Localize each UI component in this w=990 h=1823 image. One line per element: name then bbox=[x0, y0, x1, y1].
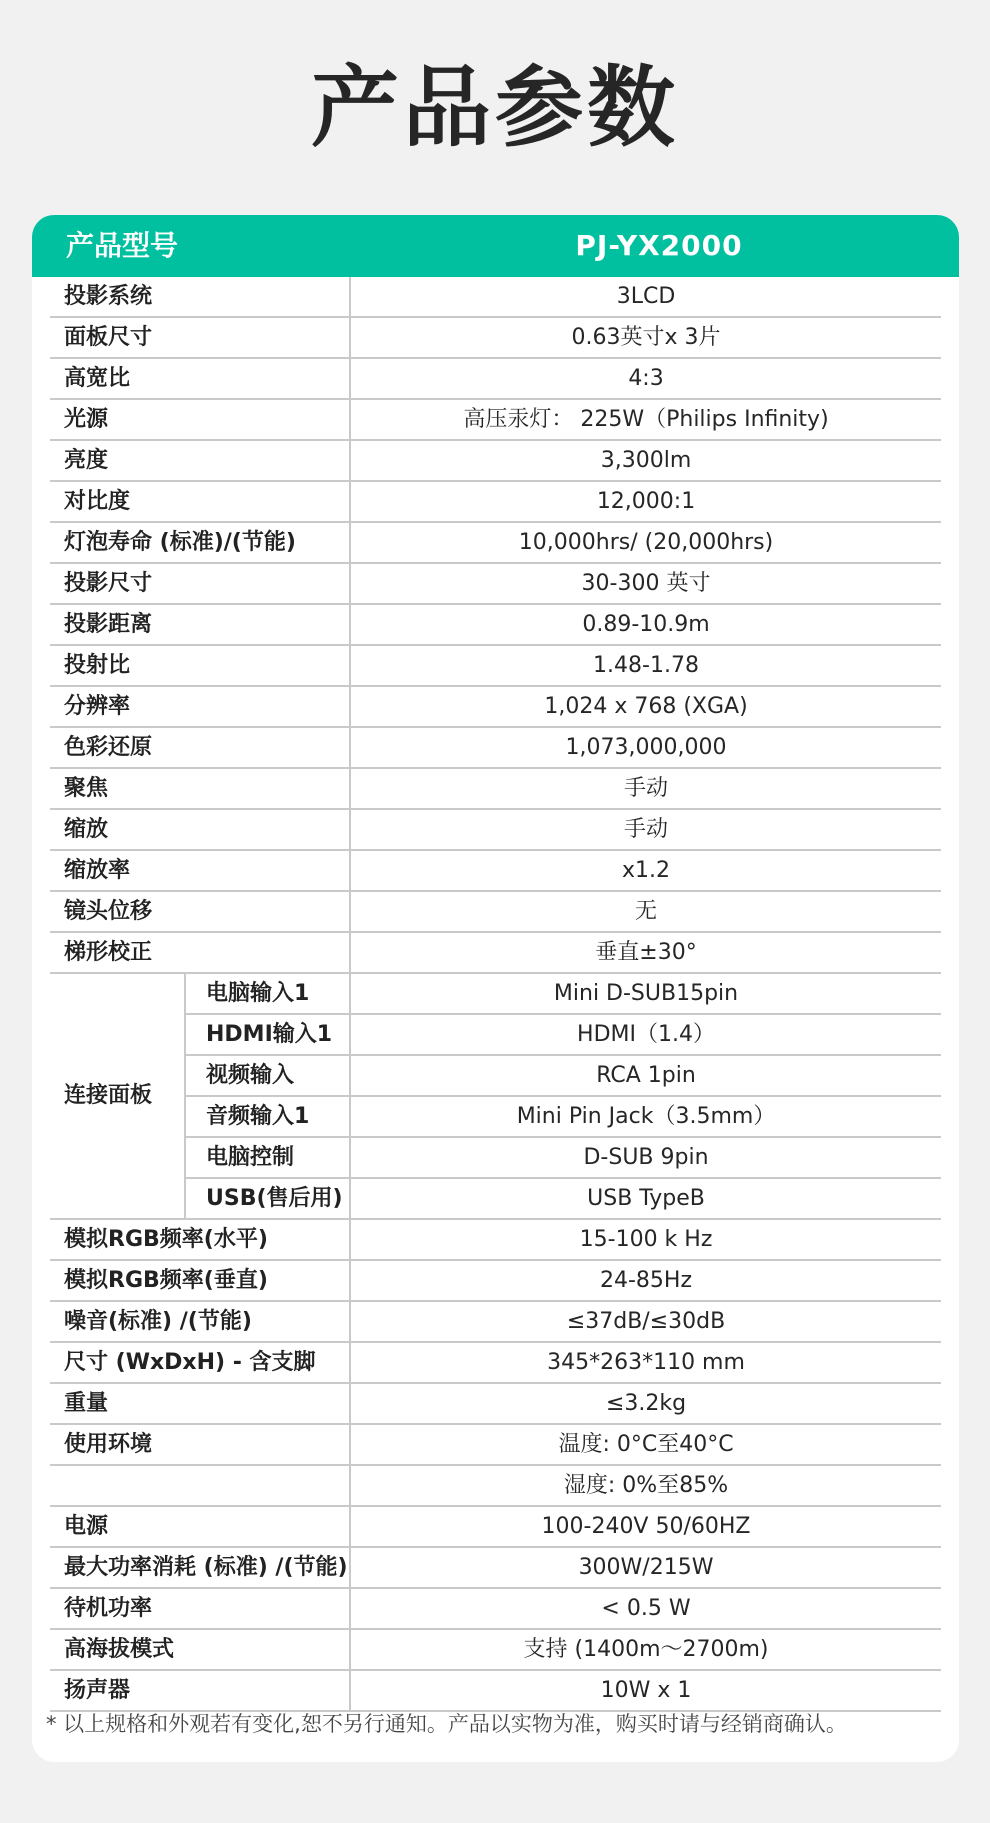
table-row bbox=[50, 850, 941, 891]
spec-value: 手动 bbox=[350, 768, 941, 809]
spec-value: 无 bbox=[350, 891, 941, 932]
spec-key: 对比度 bbox=[50, 481, 350, 522]
table-row bbox=[50, 440, 941, 481]
spec-key: 灯泡寿命 (标准)/(节能) bbox=[50, 522, 350, 563]
spec-value: 4:3 bbox=[350, 358, 941, 399]
spec-subkey: 视频输入 bbox=[185, 1055, 350, 1096]
spec-value: 12,000:1 bbox=[350, 481, 941, 522]
spec-value: RCA 1pin bbox=[350, 1055, 941, 1096]
spec-key: 最大功率消耗 (标准) /(节能) bbox=[50, 1547, 350, 1588]
spec-subkey: 音频输入1 bbox=[185, 1096, 350, 1137]
spec-key: 分辨率 bbox=[50, 686, 350, 727]
spec-value: ≤3.2kg bbox=[350, 1383, 941, 1424]
spec-table bbox=[50, 277, 941, 1712]
table-row bbox=[50, 891, 941, 932]
table-row bbox=[50, 686, 941, 727]
spec-value: HDMI（1.4） bbox=[350, 1014, 941, 1055]
spec-value: 3LCD bbox=[350, 277, 941, 317]
spec-value: 300W/215W bbox=[350, 1547, 941, 1588]
table-row bbox=[50, 1301, 941, 1342]
table-row bbox=[50, 645, 941, 686]
disclaimer-note: * 以上规格和外观若有变化,恕不另行通知。产品以实物为准，购买时请与经销商确认。 bbox=[46, 1712, 847, 1736]
spec-value: 手动 bbox=[350, 809, 941, 850]
spec-key: 色彩还原 bbox=[50, 727, 350, 768]
table-row bbox=[50, 1342, 941, 1383]
spec-key: 缩放率 bbox=[50, 850, 350, 891]
spec-key: 使用环境 bbox=[50, 1424, 350, 1465]
spec-key: 投射比 bbox=[50, 645, 350, 686]
spec-value: 15-100 k Hz bbox=[350, 1219, 941, 1260]
spec-value: ≤37dB/≤30dB bbox=[350, 1301, 941, 1342]
table-header bbox=[32, 215, 959, 277]
table-row bbox=[50, 358, 941, 399]
spec-value: 1,073,000,000 bbox=[350, 727, 941, 768]
group-label: 连接面板 bbox=[50, 973, 185, 1219]
spec-value: 30-300 英寸 bbox=[350, 563, 941, 604]
spec-value: D-SUB 9pin bbox=[350, 1137, 941, 1178]
spec-value: 0.89-10.9m bbox=[350, 604, 941, 645]
table-row bbox=[50, 317, 941, 358]
table-row bbox=[50, 1383, 941, 1424]
spec-value: x1.2 bbox=[350, 850, 941, 891]
spec-key: 投影距离 bbox=[50, 604, 350, 645]
spec-value: 0.63英寸x 3片 bbox=[350, 317, 941, 358]
table-row bbox=[50, 481, 941, 522]
spec-value: 高压汞灯： 225W（Philips Infinity) bbox=[350, 399, 941, 440]
spec-key: 噪音(标准) /(节能) bbox=[50, 1301, 350, 1342]
spec-key: 投影尺寸 bbox=[50, 563, 350, 604]
table-row bbox=[50, 1629, 941, 1670]
header-model: PJ-YX2000 bbox=[575, 229, 743, 262]
table-row bbox=[50, 1424, 941, 1465]
spec-key-empty bbox=[50, 1465, 350, 1506]
spec-key: 缩放 bbox=[50, 809, 350, 850]
spec-key: 投影系统 bbox=[50, 277, 350, 317]
table-row bbox=[50, 563, 941, 604]
spec-subkey: USB(售后用) bbox=[185, 1178, 350, 1219]
spec-key: 聚焦 bbox=[50, 768, 350, 809]
header-label: 产品型号 bbox=[66, 229, 179, 262]
table-row bbox=[50, 1588, 941, 1629]
spec-key: 扬声器 bbox=[50, 1670, 350, 1711]
spec-value: Mini D-SUB15pin bbox=[350, 973, 941, 1014]
table-row bbox=[50, 1506, 941, 1547]
spec-subkey: HDMI输入1 bbox=[185, 1014, 350, 1055]
spec-key: 待机功率 bbox=[50, 1588, 350, 1629]
spec-value: 1,024 x 768 (XGA) bbox=[350, 686, 941, 727]
spec-key: 重量 bbox=[50, 1383, 350, 1424]
spec-value: 垂直±30° bbox=[350, 932, 941, 973]
table-row bbox=[50, 522, 941, 563]
spec-value: < 0.5 W bbox=[350, 1588, 941, 1629]
spec-key: 模拟RGB频率(垂直) bbox=[50, 1260, 350, 1301]
table-row bbox=[50, 1670, 941, 1711]
spec-key: 亮度 bbox=[50, 440, 350, 481]
table-row bbox=[50, 1547, 941, 1588]
spec-key: 电源 bbox=[50, 1506, 350, 1547]
spec-value: 24-85Hz bbox=[350, 1260, 941, 1301]
table-row bbox=[50, 277, 941, 317]
table-row bbox=[50, 809, 941, 850]
spec-value: 3,300lm bbox=[350, 440, 941, 481]
page-title: 产品参数 bbox=[310, 56, 679, 159]
table-row bbox=[50, 973, 941, 1014]
table-row bbox=[50, 1465, 941, 1506]
table-row bbox=[50, 399, 941, 440]
spec-value: 10,000hrs/ (20,000hrs) bbox=[350, 522, 941, 563]
spec-value: 温度: 0°C至40°C bbox=[350, 1424, 941, 1465]
spec-value: 10W x 1 bbox=[350, 1670, 941, 1711]
spec-key: 高宽比 bbox=[50, 358, 350, 399]
table-row bbox=[50, 932, 941, 973]
spec-subkey: 电脑输入1 bbox=[185, 973, 350, 1014]
table-row bbox=[50, 1219, 941, 1260]
spec-value: USB TypeB bbox=[350, 1178, 941, 1219]
spec-card bbox=[32, 215, 959, 1762]
spec-key: 镜头位移 bbox=[50, 891, 350, 932]
spec-value: 湿度: 0%至85% bbox=[350, 1465, 941, 1506]
spec-key: 尺寸 (WxDxH) - 含支脚 bbox=[50, 1342, 350, 1383]
spec-value: 100-240V 50/60HZ bbox=[350, 1506, 941, 1547]
spec-value: 支持 (1400m～2700m) bbox=[350, 1629, 941, 1670]
spec-key: 面板尺寸 bbox=[50, 317, 350, 358]
table-row bbox=[50, 1260, 941, 1301]
spec-key: 光源 bbox=[50, 399, 350, 440]
spec-key: 高海拔模式 bbox=[50, 1629, 350, 1670]
spec-value: Mini Pin Jack（3.5mm） bbox=[350, 1096, 941, 1137]
spec-key: 梯形校正 bbox=[50, 932, 350, 973]
spec-key: 模拟RGB频率(水平) bbox=[50, 1219, 350, 1260]
spec-value: 345*263*110 mm bbox=[350, 1342, 941, 1383]
table-row bbox=[50, 727, 941, 768]
spec-subkey: 电脑控制 bbox=[185, 1137, 350, 1178]
table-row bbox=[50, 604, 941, 645]
spec-value: 1.48-1.78 bbox=[350, 645, 941, 686]
table-row bbox=[50, 768, 941, 809]
